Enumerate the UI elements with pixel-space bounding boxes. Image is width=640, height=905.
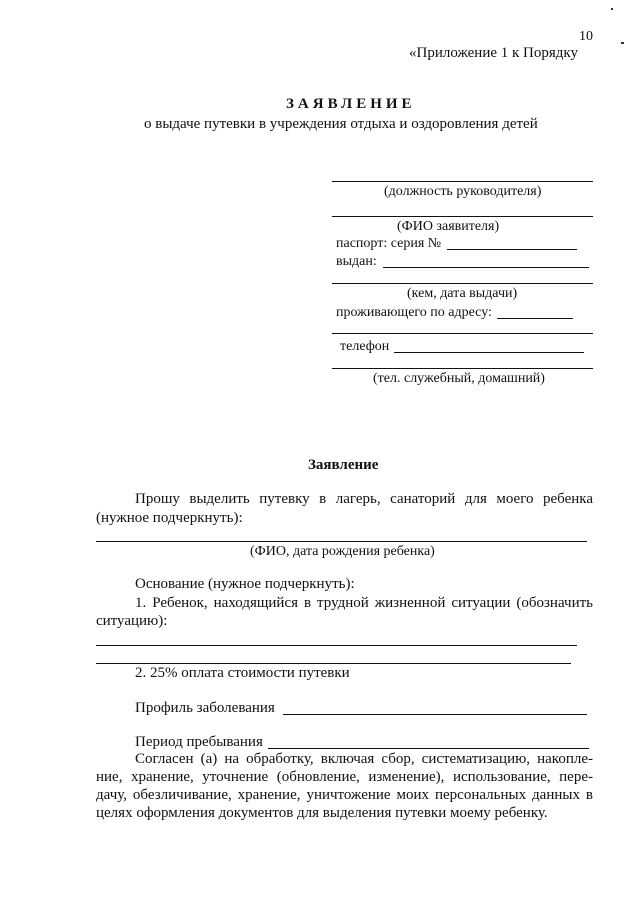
phone-line bbox=[332, 368, 593, 369]
consent-line-4: целях оформления документов для выделения путевки моему ребенку. bbox=[96, 805, 548, 821]
issued-caption: (кем, дата выдачи) bbox=[407, 286, 518, 301]
scan-speck bbox=[611, 8, 613, 10]
fio-caption: (ФИО заявителя) bbox=[397, 219, 500, 234]
basis-item-1-line-2: ситуацию): bbox=[96, 613, 168, 629]
stay-period-label: Период пребывания bbox=[135, 734, 263, 750]
request-line-2: (нужное подчеркнуть): bbox=[96, 510, 243, 526]
situation-line-2 bbox=[96, 663, 571, 664]
consent-line-1: Согласен (а) на обработку, включая сбор, систематизацию, накопле- bbox=[135, 751, 593, 767]
phone-label: телефон bbox=[340, 339, 390, 354]
residence-field-line bbox=[497, 318, 573, 319]
issued-field-line bbox=[383, 267, 589, 268]
phone-caption: (тел. служебный, домашний) bbox=[373, 371, 545, 386]
basis-item-1-line-1: 1. Ребенок, находящийся в трудной жизненной ситуации (обозначить bbox=[135, 595, 593, 611]
situation-line-1 bbox=[96, 645, 577, 646]
residence-line bbox=[332, 333, 593, 334]
document-subtitle: о выдаче путевки в учреждения отдыха и оздоровления детей bbox=[144, 116, 538, 132]
disease-profile-line bbox=[283, 714, 587, 715]
passport-field-line bbox=[447, 249, 577, 250]
body-heading: Заявление bbox=[308, 457, 379, 473]
passport-label: паспорт: серия № bbox=[336, 236, 442, 251]
basis-item-2: 2. 25% оплата стоимости путевки bbox=[135, 665, 350, 681]
position-line bbox=[332, 181, 593, 182]
consent-line-3: дачу, обезличивание, хранение, уничтожение моих персональных данных в bbox=[96, 787, 593, 803]
appendix-reference: «Приложение 1 к Порядку bbox=[409, 45, 578, 61]
residence-label: проживающего по адресу: bbox=[336, 305, 492, 320]
page-number: 10 bbox=[579, 29, 593, 44]
request-line-1: Прошу выделить путевку в лагерь, санаторий для моего ребенка bbox=[135, 491, 593, 507]
consent-line-2: ние, хранение, уточнение (обновление, изменение), использование, пере- bbox=[96, 769, 593, 785]
basis-label: Основание (нужное подчеркнуть): bbox=[135, 576, 355, 592]
child-line bbox=[96, 541, 587, 542]
phone-field-line bbox=[394, 352, 584, 353]
document-title: ЗАЯВЛЕНИЕ bbox=[286, 96, 416, 112]
issued-label: выдан: bbox=[336, 254, 377, 269]
position-caption: (должность руководителя) bbox=[384, 184, 542, 199]
stay-period-line bbox=[268, 748, 589, 749]
disease-profile-label: Профиль заболевания bbox=[135, 700, 275, 716]
fio-line bbox=[332, 216, 593, 217]
issued-line bbox=[332, 283, 593, 284]
scan-speck bbox=[621, 42, 624, 44]
child-caption: (ФИО, дата рождения ребенка) bbox=[250, 544, 435, 559]
